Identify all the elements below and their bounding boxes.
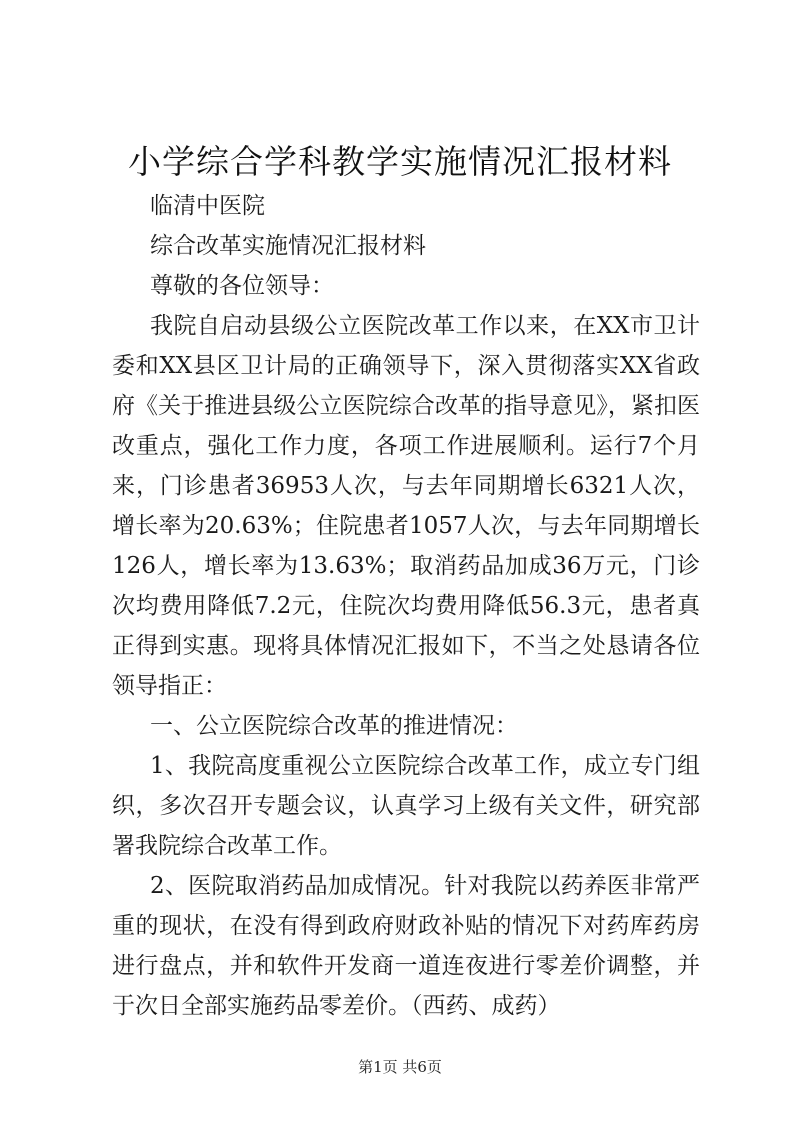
paragraph-item-2: 2、医院取消药品加成情况。针对我院以药养医非常严重的现状，在没有得到政府财政补贴的情况下对药库药房进行盘点，并和软件开发商一道连夜进行零差价调整，并于次日全部实施药品零差价。（西药、成药） (112, 873, 700, 1019)
section-heading-1: 一、公立医院综合改革的推进情况： (150, 713, 518, 739)
paragraph-introduction: 我院自启动县级公立医院改革工作以来，在XX市卫计委和XX县区卫计局的正确领导下，深入贯彻落实XX省政府《关于推进县级公立医院综合改革的指导意见》，紧扣医改重点，强化工作力度，各项工作进展顺利。运行7个月来，门诊患者36953人次，与去年同期增长6321人次，增长率为20.63%；住院患者1057人次，与去年同期增长126人，增长率为13.63%；取消药品加成36万元，门诊次均费用降低7.2元，住院次均费用降低56.3元，患者真正得到实惠。现将具体情况汇报如下，不当之处恳请各位领导指正： (112, 313, 700, 699)
document-title: 小学综合学科教学实施情况汇报材料 (128, 142, 672, 181)
paragraph-report-subtitle: 综合改革实施情况汇报材料 (150, 233, 426, 259)
page-number-footer: 第1页 共6页 (358, 1058, 442, 1076)
document-body (112, 186, 700, 1026)
paragraph-hospital-name: 临清中医院 (150, 193, 265, 219)
paragraph-salutation: 尊敬的各位领导： (150, 273, 334, 299)
paragraph-item-1: 1、我院高度重视公立医院综合改革工作，成立专门组织，多次召开专题会议，认真学习上级有关文件，研究部署我院综合改革工作。 (112, 753, 700, 859)
